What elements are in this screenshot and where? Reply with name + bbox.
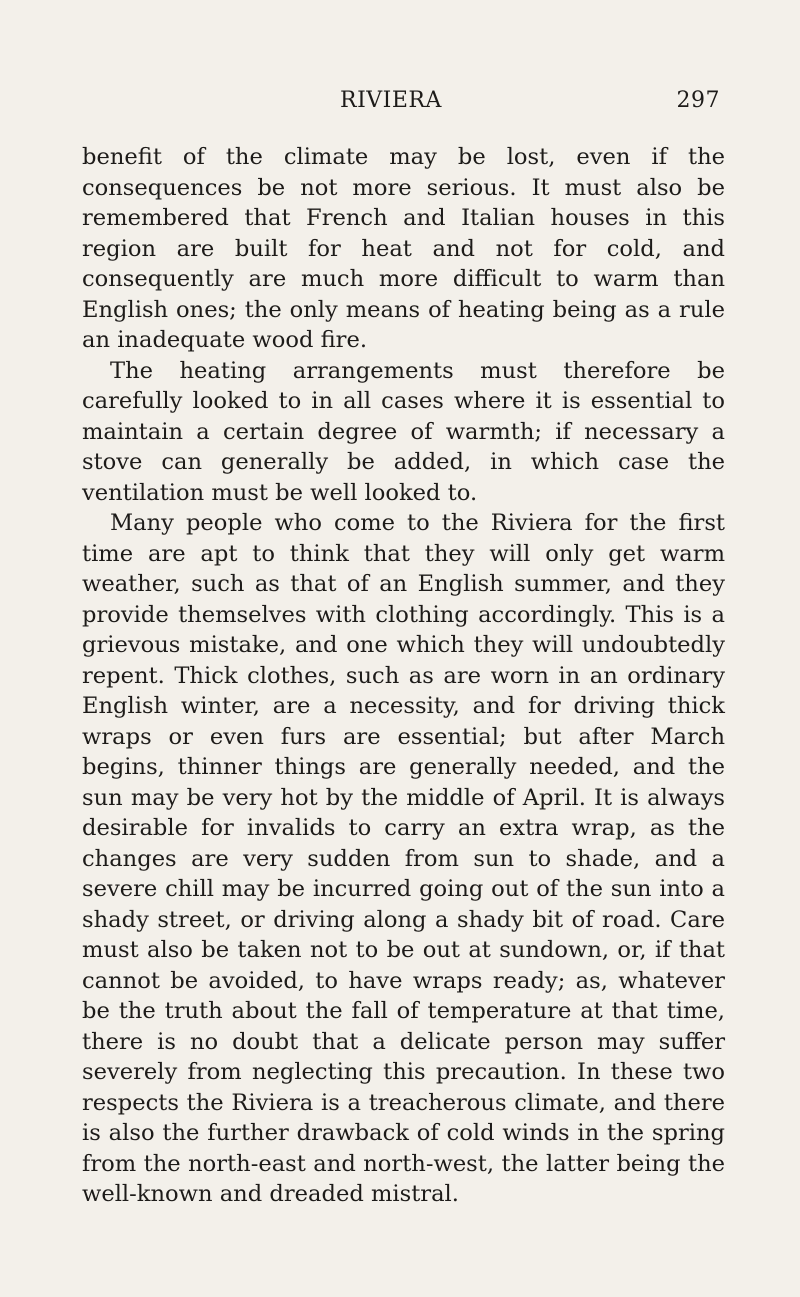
body-text (82, 142, 725, 1210)
page-number: 297 (676, 88, 720, 113)
running-head (80, 88, 720, 116)
paragraph-3: Many people who come to the Riviera for the first time are apt to think that they will only get warm weather, such as that of an English summer, and they provide themselves with clothing accordingly. This is a grievous mistake, and one which they will undoubtedly repent. Thick clothes, such as are worn in an ordinary English winter, are a necessity, and for driving thick wraps or even furs are essential; but after March begins, thinner things are generally needed, and the sun may be very hot by the middle of April. It is always desirable for invalids to carry an extra wrap, as the changes are very sudden from sun to shade, and a severe chill may be incurred going out of the sun into a shady street, or driving along a shady bit of road. Care must also be taken not to be out at sundown, or, if that cannot be avoided, to have wraps ready; as, whatever be the truth about the fall of temperature at that time, there is no doubt that a delicate person may suffer severely from neglecting this precaution. In these two respects the Riviera is a treacherous climate, and there is also the further drawback of cold winds in the spring from the north-east and north-west, the latter being the well-known and dreaded mistral. (82, 510, 725, 1207)
paragraph-2: The heating arrangements must therefore be carefully looked to in all cases where it is essential to maintain a certain degree of warmth; if necessary a stove can generally be added, in which case the ventilation must be well looked to. (82, 357, 725, 506)
paragraph-1: benefit of the climate may be lost, even if the consequences be not more serious. It must also be remembered that French and Italian houses in this region are built for heat and not for cold, and consequently are much more difficult to warm than English ones; the only means of heating being as a rule an inadequate wood fire. (82, 144, 725, 353)
running-title: RIVIERA (340, 88, 442, 113)
